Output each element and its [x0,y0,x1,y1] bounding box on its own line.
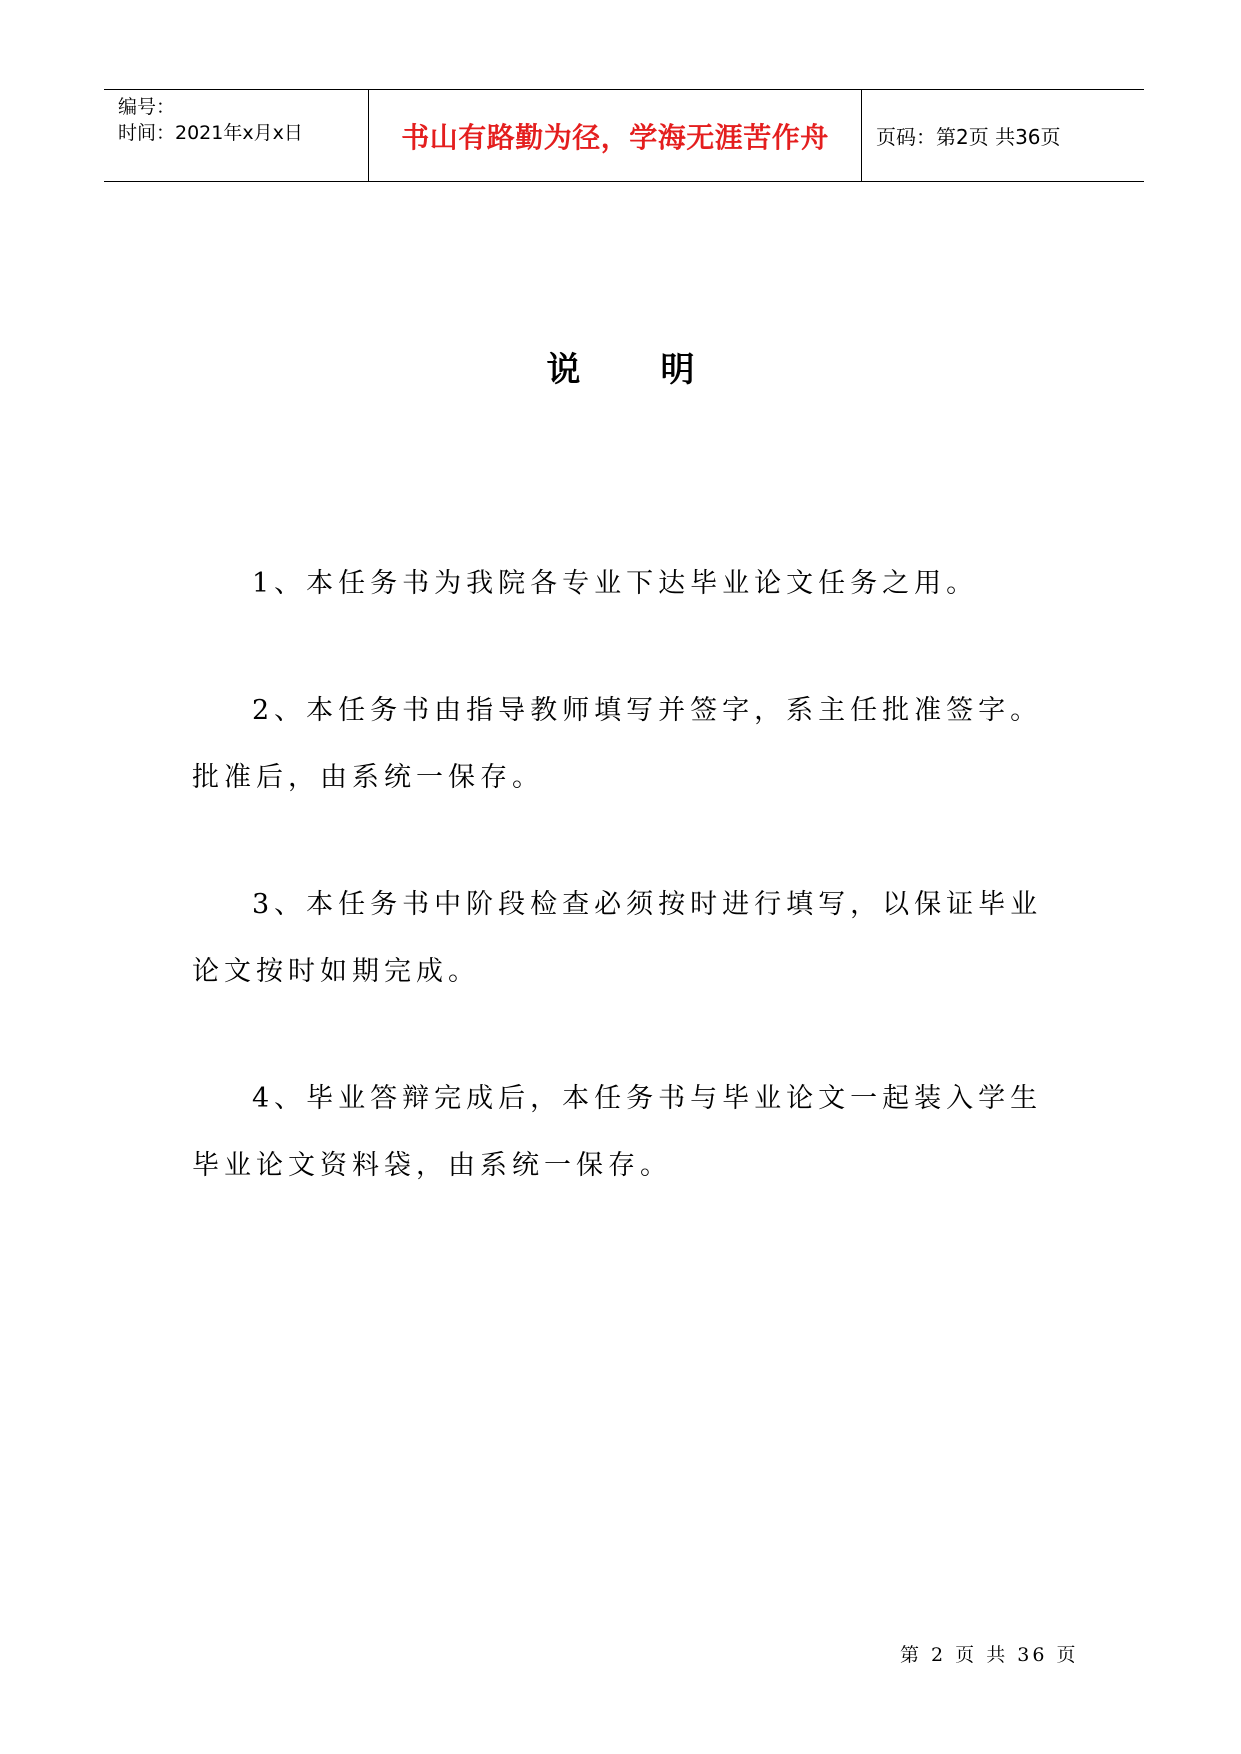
page-footer: 第 2 页 共 36 页 [900,1644,1079,1666]
number-label: 编号： [118,96,176,118]
document-body [192,550,1062,1259]
paragraph-3: 3、本任务书中阶段检查必须按时进行填写，以保证毕业论文按时如期完成。 [192,889,1043,987]
paragraph-1: 1、本任务书为我院各专业下达毕业论文任务之用。 [252,568,979,599]
time-label: 时间：2021年x月x日 [118,122,303,144]
header-motto: 书山有路勤为径，学海无涯苦作舟 [369,90,862,181]
paragraph-4: 4、毕业答辩完成后，本任务书与毕业论文一起装入学生毕业论文资料袋，由系统一保存。 [192,1083,1043,1181]
header-page-code: 页码：第2页 共36页 [876,125,1061,149]
document-title: 说明 [546,350,775,390]
page-header [104,89,1144,182]
header-meta [104,90,369,181]
paragraph-2: 2、本任务书由指导教师填写并签字，系主任批准签字。批准后，由系统一保存。 [192,695,1043,793]
